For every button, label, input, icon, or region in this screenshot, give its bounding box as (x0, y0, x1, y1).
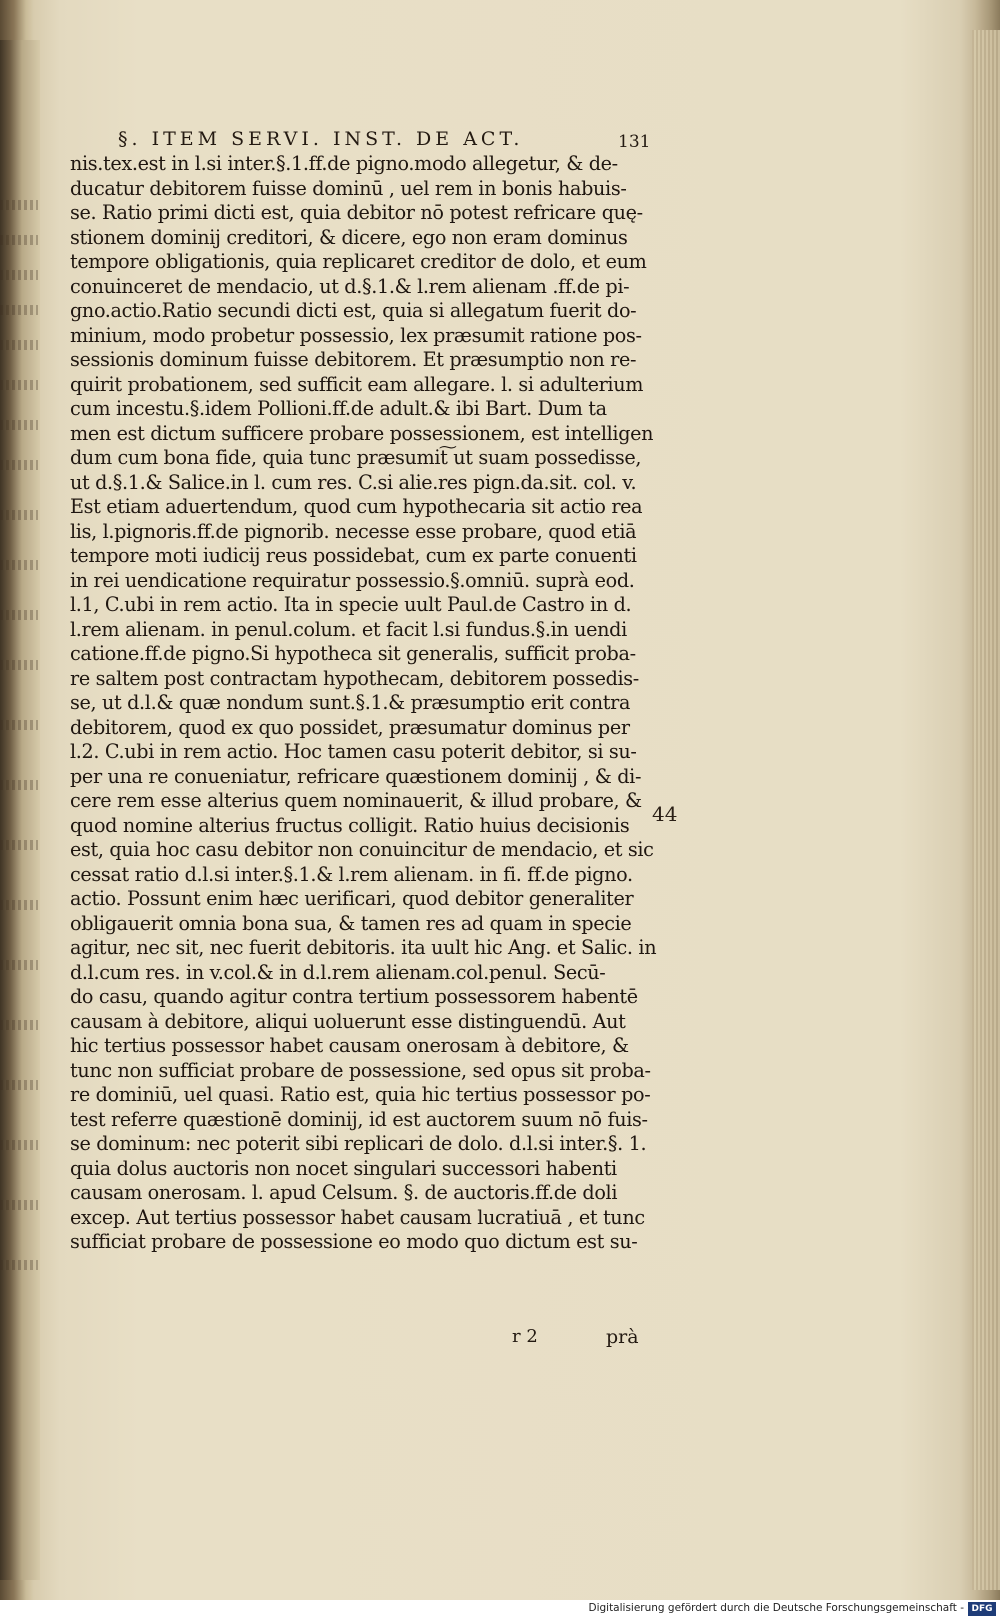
facing-page-edge (0, 40, 40, 1580)
text-line: causam à debitore, aliqui uoluerunt esse distinguendū. Aut (70, 1009, 626, 1033)
facing-page-ghost-text (0, 200, 38, 210)
text-line: tunc non sufficiat probare de possessione, sed opus sit proba- (70, 1058, 651, 1082)
text-line: minium, modo probetur possessio, lex præsumit ratione pos- (70, 323, 642, 347)
facing-page-ghost-text (0, 510, 38, 520)
text-line: actio. Possunt enim hæc uerificari, quod debitor generaliter (70, 887, 634, 910)
text-line: est, quia hoc casu debitor non conuincitur de mendacio, et sic (70, 838, 654, 861)
facing-page-ghost-text (0, 660, 38, 670)
text-line: re saltem post contractam hypothecam, debitorem possedis- (70, 666, 639, 690)
facing-page-ghost-text (0, 1140, 38, 1150)
footer-credit: Digitalisierung gefördert durch die Deutsche Forschungsgemeinschaft - (588, 1602, 964, 1614)
text-line: excep. Aut tertius possessor habet causam lucratiuā , et tunc (70, 1205, 645, 1229)
text-line: l.rem alienam. in penul.colum. et facit l.si fundus.§.in uendi (70, 617, 627, 641)
page-edge-right (972, 30, 1000, 1590)
facing-page-ghost-text (0, 1260, 38, 1270)
text-line: quirit probationem, sed sufficit eam allegare. l. si adulterium (70, 372, 644, 396)
text-line: l.2. C.ubi in rem actio. Hoc tamen casu poterit debitor, si su- (70, 740, 637, 763)
text-line: agitur, nec sit, nec fuerit debitoris. ita uult hic Ang. et Salic. in (70, 936, 657, 959)
text-line: se, ut d.l.& quæ nondum sunt.§.1.& præsumptio erit contra (70, 691, 631, 714)
text-line: tempore moti iudicij reus possidebat, cum ex parte conuenti (70, 544, 637, 567)
facing-page-ghost-text (0, 780, 38, 790)
text-line: hic tertius possessor habet causam onerosam à debitore, & (70, 1034, 629, 1057)
text-line: men est dictum sufficere probare possessionem, est intelligen (70, 421, 654, 445)
facing-page-ghost-text (0, 1080, 38, 1090)
text-line: stionem dominij creditori, & dicere, ego non eram dominus (70, 225, 628, 249)
facing-page-ghost-text (0, 960, 38, 970)
digitization-footer (0, 1600, 1000, 1619)
text-line: re dominiū, uel quasi. Ratio est, quia hic tertius possessor po- (70, 1083, 651, 1106)
text-line: gno.actio.Ratio secundi dicti est, quia si allegatum fuerit do- (70, 299, 637, 322)
text-line: l.1, C.ubi in rem actio. Ita in specie uult Paul.de Castro in d. (70, 593, 632, 616)
text-line: d.l.cum res. in v.col.& in d.l.rem alienam.col.penul. Secū- (70, 960, 606, 984)
text-line: cum incestu.§.idem Pollioni.ff.de adult.& ibi Bart. Dum ta (70, 397, 607, 420)
text-line: ducatur debitorem fuisse dominū , uel rem in bonis habuis- (70, 176, 627, 200)
facing-page-ghost-text (0, 235, 38, 245)
text-line: quod nomine alterius fructus colligit. Ratio huius decisionis (70, 813, 630, 837)
facing-page-ghost-text (0, 305, 38, 315)
text-line: obligauerit omnia bona sua, & tamen res ad quam in specie (70, 911, 632, 935)
text-line: cere rem esse alterius quem nominauerit, & illud probare, & (70, 789, 642, 812)
facing-page-ghost-text (0, 1200, 38, 1210)
text-line: catione.ff.de pigno.Si hypotheca sit generalis, sufficit proba- (70, 642, 636, 665)
text-line: tempore obligationis, quia replicaret creditor de dolo, et eum (70, 250, 647, 273)
running-head: §. ITEM SERVI. INST. DE ACT. (118, 128, 524, 150)
facing-page-ghost-text (0, 460, 38, 470)
facing-page-ghost-text (0, 1020, 38, 1030)
margin-note: 44 (652, 802, 678, 826)
facing-page-ghost-text (0, 900, 38, 910)
facing-page-ghost-text (0, 270, 38, 280)
dfg-logo: DFG (968, 1602, 996, 1616)
facing-page-ghost-text (0, 560, 38, 570)
text-line: sessionis dominum fuisse debitorem. Et præsumptio non re- (70, 348, 637, 371)
text-line: debitorem, quod ex quo possidet, præsumatur dominus per (70, 715, 630, 739)
facing-page-ghost-text (0, 380, 38, 390)
text-line: ut d.§.1.& Salice.in l. cum res. C.si alie.res pign.da.sit. col. v. (70, 470, 637, 494)
facing-page-ghost-text (0, 840, 38, 850)
folio-number: 131 (618, 132, 651, 152)
text-line: se dominum: nec poterit sibi replicari de dolo. d.l.si inter.§. 1. (70, 1132, 647, 1155)
catchword: prà (606, 1326, 639, 1348)
text-line: do casu, quando agitur contra tertium possessorem habentē (70, 985, 638, 1008)
text-line: in rei uendicatione requiratur possessio.§.omniū. suprà eod. (70, 568, 635, 592)
text-line: Est etiam aduertendum, quod cum hypothecaria sit actio rea (70, 495, 643, 518)
text-line: sufficiat probare de possessione eo modo quo dictum est su- (70, 1230, 638, 1253)
facing-page-ghost-text (0, 610, 38, 620)
text-line: cessat ratio d.l.si inter.§.1.& l.rem alienam. in fi. ff.de pigno. (70, 862, 633, 886)
text-line: lis, l.pignoris.ff.de pignorib. necesse esse probare, quod etiā (70, 519, 637, 543)
text-line: quia dolus auctoris non nocet singulari successori habenti (70, 1156, 617, 1180)
text-line: conuinceret de mendacio, ut d.§.1.& l.rem alienam .ff.de pi- (70, 274, 630, 298)
facing-page-ghost-text (0, 340, 38, 350)
text-line: se. Ratio primi dicti est, quia debitor nō potest refricare quę- (70, 201, 643, 224)
text-line: nis.tex.est in l.si inter.§.1.ff.de pigno.modo allegetur, & de- (70, 152, 618, 175)
text-line: dum cum bona fide, quia tunc præsumit͠ ut suam possedisse, (70, 446, 642, 469)
signature-mark: r 2 (512, 1326, 538, 1347)
facing-page-ghost-text (0, 720, 38, 730)
text-line: per una re conueniatur, refricare quæstionem dominij , & di- (70, 764, 642, 788)
text-line: test referre quæstionē dominij, id est auctorem suum nō fuis- (70, 1107, 648, 1131)
body-text (70, 152, 657, 1255)
facing-page-ghost-text (0, 420, 38, 430)
text-line: causam onerosam. l. apud Celsum. §. de auctoris.ff.de doli (70, 1181, 618, 1204)
